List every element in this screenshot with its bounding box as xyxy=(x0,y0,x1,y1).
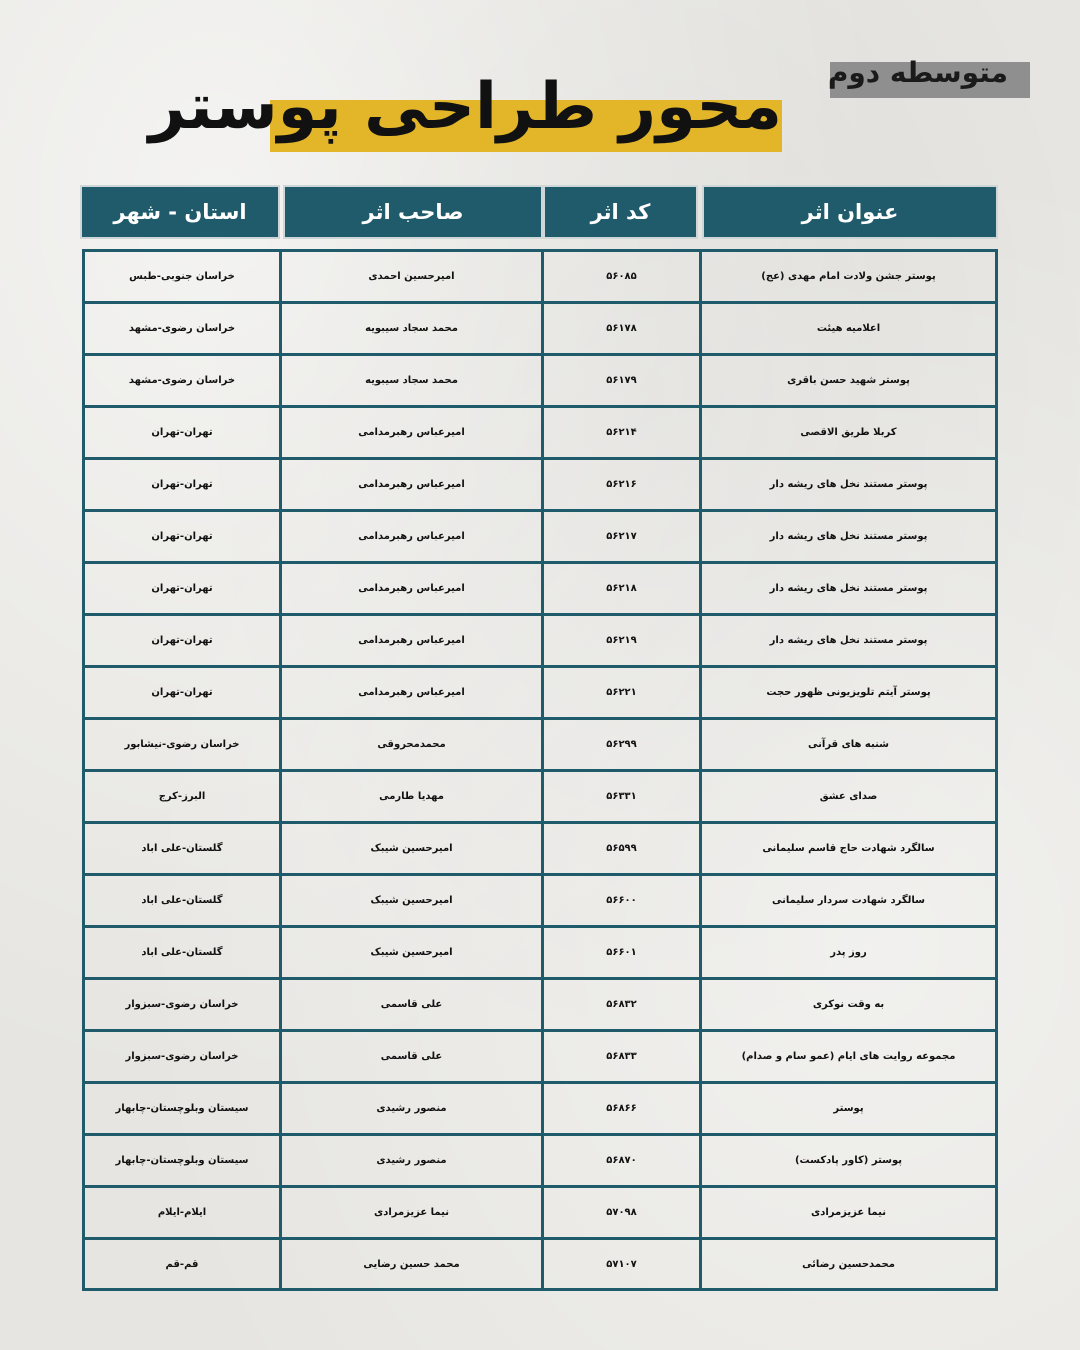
table-row xyxy=(85,928,995,980)
cell-place: خراسان رضوی-مشهد xyxy=(128,375,236,386)
cell-code: ۵۷۱۰۷ xyxy=(541,1240,699,1289)
cell-title: سالگرد شهادت سردار سلیمانی xyxy=(699,876,995,925)
table-row xyxy=(85,876,995,928)
cell-place: خراسان رضوی-نیشابور xyxy=(124,739,240,750)
cell-owner: امیرعباس رهبرمدامی xyxy=(279,616,541,665)
cell-owner: محمدمحروقی xyxy=(279,720,541,769)
results-table xyxy=(82,249,998,1291)
cell-place: خراسان جنوبی-طبس xyxy=(129,271,235,282)
cell-place: سیستان وبلوچستان-چابهار xyxy=(115,1155,249,1166)
grade-label: متوسطه دوم xyxy=(827,56,1008,89)
cell-title: صدای عشق xyxy=(699,772,995,821)
cell-title: شنبه های قرآنی xyxy=(699,720,995,769)
table-header xyxy=(80,185,998,239)
cell-code: ۵۶۰۸۵ xyxy=(541,252,699,301)
cell-title: به وقت نوکری xyxy=(699,980,995,1029)
cell-title: اعلامیه هیئت xyxy=(699,304,995,353)
table-row xyxy=(85,512,995,564)
cell-place: البرز-کرج xyxy=(158,791,206,802)
table-row xyxy=(85,304,995,356)
cell-owner: امیرحسین احمدی xyxy=(279,252,541,301)
cell-owner: منصور رشیدی xyxy=(279,1136,541,1185)
table-row xyxy=(85,564,995,616)
table-row xyxy=(85,720,995,772)
cell-code: ۵۶۸۳۲ xyxy=(541,980,699,1029)
cell-title: پوستر مستند نخل های ریشه دار xyxy=(699,512,995,561)
cell-title: مجموعه روایت های ایام (عمو سام و صدام) xyxy=(699,1032,995,1081)
table-row xyxy=(85,824,995,876)
table-row xyxy=(85,616,995,668)
cell-title: پوستر مستند نخل های ریشه دار xyxy=(699,564,995,613)
cell-title: نیما عزیزمرادی xyxy=(699,1188,995,1237)
cell-owner: علی قاسمی xyxy=(279,980,541,1029)
cell-place: تهران-تهران xyxy=(151,635,213,646)
cell-code: ۵۶۳۳۱ xyxy=(541,772,699,821)
table-row xyxy=(85,460,995,512)
cell-owner: امیرعباس رهبرمدامی xyxy=(279,408,541,457)
cell-owner: مهدیا طارمی xyxy=(279,772,541,821)
cell-code: ۵۶۲۱۶ xyxy=(541,460,699,509)
cell-code: ۵۶۲۲۱ xyxy=(541,668,699,717)
cell-code: ۵۶۶۰۰ xyxy=(541,876,699,925)
cell-title: پوستر شهید حسن باقری xyxy=(699,356,995,405)
cell-owner: امیرحسین شیبک xyxy=(279,928,541,977)
page-title: محور طراحی پوستر xyxy=(148,70,782,144)
cell-place: ایلام-ایلام xyxy=(157,1207,207,1218)
table-row xyxy=(85,1240,995,1292)
cell-place: قم-قم xyxy=(165,1259,199,1270)
cell-title: پوستر xyxy=(699,1084,995,1133)
cell-place: تهران-تهران xyxy=(151,427,213,438)
cell-owner: امیرعباس رهبرمدامی xyxy=(279,460,541,509)
cell-code: ۵۶۸۶۶ xyxy=(541,1084,699,1133)
cell-owner: منصور رشیدی xyxy=(279,1084,541,1133)
cell-owner: محمد سجاد سیبویه xyxy=(279,356,541,405)
cell-code: ۵۶۲۱۷ xyxy=(541,512,699,561)
cell-place: تهران-تهران xyxy=(151,479,213,490)
cell-place: گلستان-علی اباد xyxy=(141,843,223,854)
cell-code: ۵۶۲۹۹ xyxy=(541,720,699,769)
cell-code: ۵۶۲۱۴ xyxy=(541,408,699,457)
cell-owner: محمد سجاد سیبویه xyxy=(279,304,541,353)
cell-owner: علی قاسمی xyxy=(279,1032,541,1081)
table-row xyxy=(85,1032,995,1084)
table-row xyxy=(85,408,995,460)
cell-owner: امیرحسین شیبک xyxy=(279,876,541,925)
column-header-code: کد اثر xyxy=(543,185,698,239)
cell-title: پوستر مستند نخل های ریشه دار xyxy=(699,460,995,509)
cell-place: سیستان وبلوچستان-چابهار xyxy=(115,1103,249,1114)
cell-title: محمدحسین رضائی xyxy=(699,1240,995,1289)
cell-code: ۵۶۲۱۸ xyxy=(541,564,699,613)
cell-owner: امیرحسین شیبک xyxy=(279,824,541,873)
cell-code: ۵۶۸۳۳ xyxy=(541,1032,699,1081)
cell-title: پوستر جشن ولادت امام مهدی (عج) xyxy=(699,252,995,301)
column-header-place: استان - شهر xyxy=(80,185,280,239)
cell-owner: محمد حسین رضایی xyxy=(279,1240,541,1289)
cell-owner: امیرعباس رهبرمدامی xyxy=(279,512,541,561)
column-header-owner: صاحب اثر xyxy=(283,185,543,239)
cell-title: پوستر (کاور پادکست) xyxy=(699,1136,995,1185)
cell-title: سالگرد شهادت حاج قاسم سلیمانی xyxy=(699,824,995,873)
cell-title: کربلا طریق الاقصی xyxy=(699,408,995,457)
column-header-title: عنوان اثر xyxy=(702,185,998,239)
cell-owner: امیرعباس رهبرمدامی xyxy=(279,564,541,613)
cell-owner: امیرعباس رهبرمدامی xyxy=(279,668,541,717)
cell-code: ۵۶۸۷۰ xyxy=(541,1136,699,1185)
cell-place: خراسان رضوی-مشهد xyxy=(128,323,236,334)
cell-place: تهران-تهران xyxy=(151,531,213,542)
table-row xyxy=(85,772,995,824)
cell-title: روز پدر xyxy=(699,928,995,977)
cell-place: گلستان-علی اباد xyxy=(141,895,223,906)
table-row xyxy=(85,1188,995,1240)
table-row xyxy=(85,1136,995,1188)
cell-code: ۵۶۱۷۹ xyxy=(541,356,699,405)
cell-owner: نیما عزیزمرادی xyxy=(279,1188,541,1237)
table-row xyxy=(85,1084,995,1136)
cell-place: خراسان رضوی-سبزوار xyxy=(125,1051,239,1062)
cell-code: ۵۶۱۷۸ xyxy=(541,304,699,353)
cell-title: پوستر آیتم تلویزیونی ظهور حجت xyxy=(699,668,995,717)
table-row xyxy=(85,252,995,304)
cell-place: خراسان رضوی-سبزوار xyxy=(125,999,239,1010)
cell-place: تهران-تهران xyxy=(151,583,213,594)
table-row xyxy=(85,356,995,408)
cell-title: پوستر مستند نخل های ریشه دار xyxy=(699,616,995,665)
cell-code: ۵۶۶۰۱ xyxy=(541,928,699,977)
table-row xyxy=(85,668,995,720)
table-row xyxy=(85,980,995,1032)
cell-code: ۵۷۰۹۸ xyxy=(541,1188,699,1237)
cell-place: تهران-تهران xyxy=(151,687,213,698)
cell-code: ۵۶۵۹۹ xyxy=(541,824,699,873)
cell-place: گلستان-علی اباد xyxy=(141,947,223,958)
cell-code: ۵۶۲۱۹ xyxy=(541,616,699,665)
